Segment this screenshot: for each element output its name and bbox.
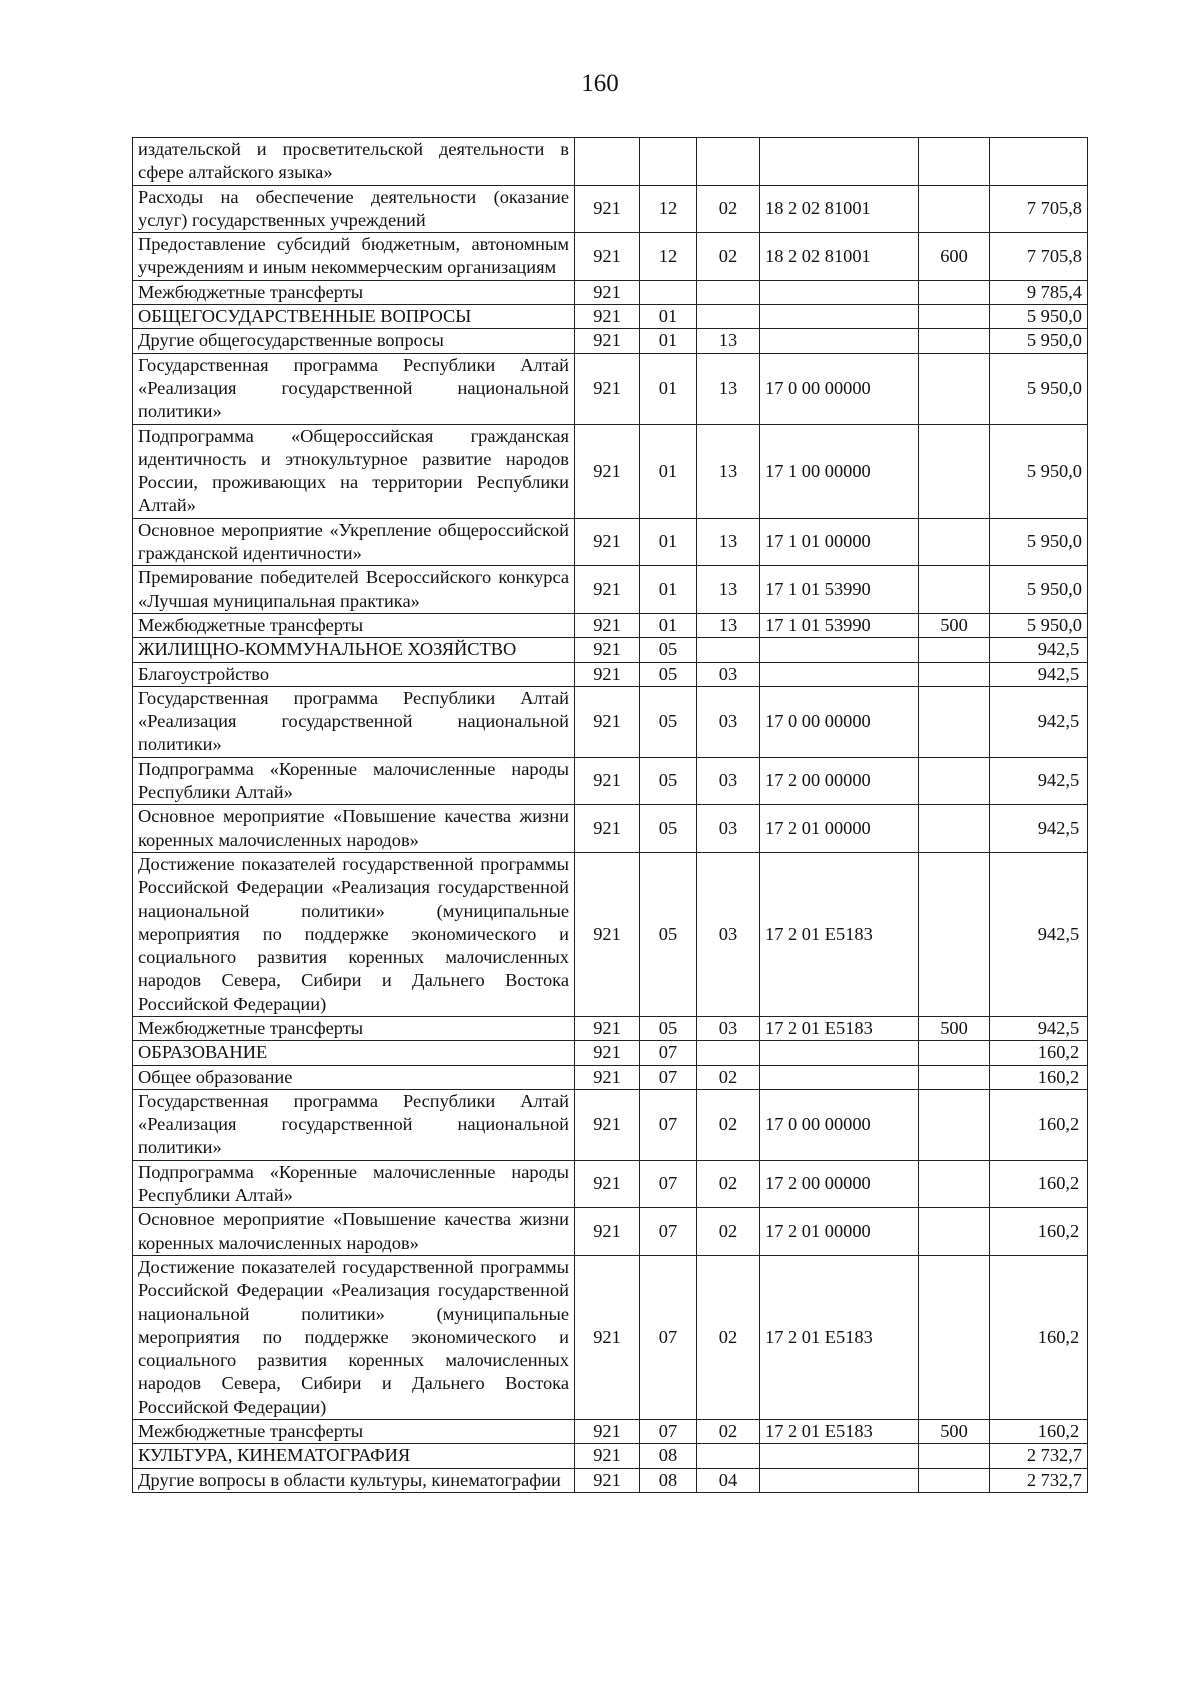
row-section-code: 07 [640, 1041, 697, 1065]
row-amount: 5 950,0 [990, 518, 1088, 566]
row-name: Расходы на обеспечение деятельности (оказание услуг) государственных учреждений [133, 185, 575, 233]
table-row [133, 305, 1088, 329]
row-gr-code: 921 [575, 566, 640, 614]
row-name: Премирование победителей Всероссийского конкурса «Лучшая муниципальная практика» [133, 566, 575, 614]
row-name: Основное мероприятие «Укрепление общероссийской гражданской идентичности» [133, 518, 575, 566]
row-section-code: 01 [640, 424, 697, 518]
row-target-article: 17 2 01 E5183 [760, 852, 919, 1016]
row-target-article: 17 1 01 53990 [760, 613, 919, 637]
row-amount: 9 785,4 [990, 280, 1088, 304]
row-section-code: 01 [640, 613, 697, 637]
row-gr-code: 921 [575, 353, 640, 424]
row-amount: 942,5 [990, 757, 1088, 805]
row-subsection-code: 02 [697, 1160, 760, 1208]
row-name: Государственная программа Республики Алтай «Реализация государственной национальной политики» [133, 353, 575, 424]
row-subsection-code [697, 138, 760, 186]
row-section-code: 01 [640, 329, 697, 353]
row-gr-code: 921 [575, 1089, 640, 1160]
table-row [133, 353, 1088, 424]
row-target-article: 17 1 01 00000 [760, 518, 919, 566]
row-amount: 160,2 [990, 1255, 1088, 1419]
row-section-code: 12 [640, 233, 697, 281]
row-target-article [760, 1041, 919, 1065]
row-gr-code: 921 [575, 1255, 640, 1419]
row-amount: 160,2 [990, 1065, 1088, 1089]
table-row [133, 613, 1088, 637]
budget-table [132, 137, 1088, 1493]
row-target-article [760, 638, 919, 662]
row-target-article [760, 329, 919, 353]
row-subsection-code: 02 [697, 233, 760, 281]
row-amount: 7 705,8 [990, 233, 1088, 281]
row-target-article: 18 2 02 81001 [760, 233, 919, 281]
row-target-article: 17 1 00 00000 [760, 424, 919, 518]
table-row [133, 1468, 1088, 1492]
row-subsection-code: 13 [697, 424, 760, 518]
row-amount: 942,5 [990, 805, 1088, 853]
row-subsection-code: 02 [697, 1089, 760, 1160]
row-target-article: 17 0 00 00000 [760, 686, 919, 757]
row-name: КУЛЬТУРА, КИНЕМАТОГРАФИЯ [133, 1444, 575, 1468]
row-gr-code: 921 [575, 1444, 640, 1468]
row-subsection-code: 13 [697, 518, 760, 566]
row-target-article: 17 0 00 00000 [760, 1089, 919, 1160]
row-subsection-code [697, 280, 760, 304]
table-row [133, 662, 1088, 686]
row-amount: 2 732,7 [990, 1468, 1088, 1492]
table-row [133, 1065, 1088, 1089]
table-row [133, 1444, 1088, 1468]
row-expense-type [919, 305, 990, 329]
row-target-article [760, 1065, 919, 1089]
row-subsection-code: 13 [697, 613, 760, 637]
row-amount: 160,2 [990, 1420, 1088, 1444]
row-section-code: 12 [640, 185, 697, 233]
row-expense-type [919, 852, 990, 1016]
row-section-code: 07 [640, 1420, 697, 1444]
row-gr-code: 921 [575, 1420, 640, 1444]
row-amount: 942,5 [990, 662, 1088, 686]
row-amount: 942,5 [990, 1016, 1088, 1040]
page-number: 160 [581, 70, 619, 97]
row-name: Межбюджетные трансферты [133, 1016, 575, 1040]
row-amount: 160,2 [990, 1208, 1088, 1256]
table-row [133, 518, 1088, 566]
row-amount: 942,5 [990, 852, 1088, 1016]
row-target-article [760, 1444, 919, 1468]
row-section-code: 05 [640, 686, 697, 757]
row-subsection-code: 03 [697, 757, 760, 805]
row-name: Другие вопросы в области культуры, кинематографии [133, 1468, 575, 1492]
table-row [133, 686, 1088, 757]
row-section-code: 05 [640, 757, 697, 805]
row-gr-code: 921 [575, 424, 640, 518]
row-section-code: 05 [640, 852, 697, 1016]
row-target-article: 18 2 02 81001 [760, 185, 919, 233]
row-section-code: 01 [640, 305, 697, 329]
row-name: Подпрограмма «Коренные малочисленные народы Республики Алтай» [133, 1160, 575, 1208]
row-target-article: 17 1 01 53990 [760, 566, 919, 614]
table-row [133, 280, 1088, 304]
table-row [133, 1420, 1088, 1444]
row-amount: 942,5 [990, 638, 1088, 662]
row-subsection-code: 02 [697, 185, 760, 233]
row-expense-type [919, 757, 990, 805]
row-gr-code: 921 [575, 852, 640, 1016]
row-subsection-code: 02 [697, 1208, 760, 1256]
row-gr-code: 921 [575, 613, 640, 637]
row-amount: 160,2 [990, 1089, 1088, 1160]
row-expense-type [919, 805, 990, 853]
row-name: Подпрограмма «Коренные малочисленные народы Республики Алтай» [133, 757, 575, 805]
row-expense-type [919, 329, 990, 353]
row-target-article: 17 2 00 00000 [760, 1160, 919, 1208]
row-expense-type: 500 [919, 1016, 990, 1040]
row-amount: 942,5 [990, 686, 1088, 757]
row-gr-code: 921 [575, 757, 640, 805]
row-section-code: 05 [640, 662, 697, 686]
row-name: Подпрограмма «Общероссийская гражданская идентичность и этнокультурное развитие народов России, проживающих на территории Республики Алтай» [133, 424, 575, 518]
row-section-code: 07 [640, 1089, 697, 1160]
row-gr-code [575, 138, 640, 186]
row-section-code: 05 [640, 805, 697, 853]
table-row [133, 329, 1088, 353]
row-section-code: 07 [640, 1065, 697, 1089]
row-section-code: 05 [640, 1016, 697, 1040]
row-gr-code: 921 [575, 1016, 640, 1040]
row-target-article: 17 2 00 00000 [760, 757, 919, 805]
table-body [133, 138, 1088, 1493]
row-section-code: 08 [640, 1468, 697, 1492]
row-subsection-code: 02 [697, 1420, 760, 1444]
row-subsection-code: 03 [697, 662, 760, 686]
row-expense-type [919, 138, 990, 186]
row-name: ОБЩЕГОСУДАРСТВЕННЫЕ ВОПРОСЫ [133, 305, 575, 329]
row-gr-code: 921 [575, 662, 640, 686]
row-expense-type [919, 1255, 990, 1419]
row-expense-type [919, 1468, 990, 1492]
row-gr-code: 921 [575, 1468, 640, 1492]
row-expense-type: 500 [919, 1420, 990, 1444]
row-gr-code: 921 [575, 305, 640, 329]
row-section-code [640, 280, 697, 304]
row-amount [990, 138, 1088, 186]
row-gr-code: 921 [575, 280, 640, 304]
row-expense-type [919, 280, 990, 304]
row-section-code: 07 [640, 1160, 697, 1208]
row-expense-type: 500 [919, 613, 990, 637]
row-subsection-code [697, 638, 760, 662]
table-row [133, 1089, 1088, 1160]
row-section-code: 01 [640, 566, 697, 614]
row-target-article: 17 2 01 00000 [760, 1208, 919, 1256]
row-amount: 160,2 [990, 1160, 1088, 1208]
row-subsection-code: 03 [697, 805, 760, 853]
table-row [133, 757, 1088, 805]
row-gr-code: 921 [575, 1065, 640, 1089]
row-target-article: 17 2 01 E5183 [760, 1255, 919, 1419]
table-row [133, 852, 1088, 1016]
row-section-code: 07 [640, 1208, 697, 1256]
row-section-code [640, 138, 697, 186]
row-amount: 5 950,0 [990, 353, 1088, 424]
row-subsection-code [697, 1041, 760, 1065]
row-target-article [760, 138, 919, 186]
row-name: Межбюджетные трансферты [133, 280, 575, 304]
row-name: издательской и просветительской деятельности в сфере алтайского языка» [133, 138, 575, 186]
table-row [133, 1041, 1088, 1065]
row-gr-code: 921 [575, 233, 640, 281]
row-target-article [760, 305, 919, 329]
row-name: ОБРАЗОВАНИЕ [133, 1041, 575, 1065]
row-subsection-code: 13 [697, 353, 760, 424]
row-expense-type [919, 662, 990, 686]
row-gr-code: 921 [575, 805, 640, 853]
row-gr-code: 921 [575, 638, 640, 662]
row-name: Государственная программа Республики Алтай «Реализация государственной национальной политики» [133, 1089, 575, 1160]
row-subsection-code: 03 [697, 1016, 760, 1040]
row-expense-type: 600 [919, 233, 990, 281]
row-name: Межбюджетные трансферты [133, 1420, 575, 1444]
row-amount: 7 705,8 [990, 185, 1088, 233]
row-subsection-code: 13 [697, 329, 760, 353]
row-target-article [760, 662, 919, 686]
row-section-code: 01 [640, 518, 697, 566]
row-amount: 5 950,0 [990, 329, 1088, 353]
row-subsection-code: 02 [697, 1255, 760, 1419]
row-name: Предоставление субсидий бюджетным, автономным учреждениям и иным некоммерческим организациям [133, 233, 575, 281]
row-gr-code: 921 [575, 1041, 640, 1065]
table-row [133, 566, 1088, 614]
table-row [133, 1016, 1088, 1040]
row-amount: 5 950,0 [990, 305, 1088, 329]
table-row [133, 233, 1088, 281]
table-row [133, 1255, 1088, 1419]
row-gr-code: 921 [575, 185, 640, 233]
row-name: Государственная программа Республики Алтай «Реализация государственной национальной политики» [133, 686, 575, 757]
row-name: Основное мероприятие «Повышение качества жизни коренных малочисленных народов» [133, 1208, 575, 1256]
row-expense-type [919, 686, 990, 757]
row-amount: 160,2 [990, 1041, 1088, 1065]
row-subsection-code: 03 [697, 852, 760, 1016]
row-gr-code: 921 [575, 329, 640, 353]
table-row [133, 185, 1088, 233]
row-subsection-code [697, 1444, 760, 1468]
table-row [133, 424, 1088, 518]
row-expense-type [919, 518, 990, 566]
row-expense-type [919, 566, 990, 614]
row-subsection-code: 04 [697, 1468, 760, 1492]
row-subsection-code: 03 [697, 686, 760, 757]
row-gr-code: 921 [575, 518, 640, 566]
row-expense-type [919, 1208, 990, 1256]
row-target-article [760, 1468, 919, 1492]
row-target-article: 17 2 01 E5183 [760, 1420, 919, 1444]
row-expense-type [919, 1041, 990, 1065]
row-name: Общее образование [133, 1065, 575, 1089]
row-amount: 2 732,7 [990, 1444, 1088, 1468]
table-row [133, 1208, 1088, 1256]
row-name: ЖИЛИЩНО-КОММУНАЛЬНОЕ ХОЗЯЙСТВО [133, 638, 575, 662]
row-expense-type [919, 1089, 990, 1160]
row-gr-code: 921 [575, 1208, 640, 1256]
row-expense-type [919, 638, 990, 662]
row-gr-code: 921 [575, 686, 640, 757]
table-row [133, 805, 1088, 853]
table-row [133, 138, 1088, 186]
row-section-code: 05 [640, 638, 697, 662]
row-amount: 5 950,0 [990, 566, 1088, 614]
row-name: Достижение показателей государственной программы Российской Федерации «Реализация государственной национальной политики» (муниципальные мероприятия по поддержке экономического и социального развития коренных малочисленных народов Севера, Сибири и Дальнего Востока Российской Федерации) [133, 1255, 575, 1419]
row-expense-type [919, 353, 990, 424]
row-expense-type [919, 424, 990, 518]
row-subsection-code: 02 [697, 1065, 760, 1089]
row-amount: 5 950,0 [990, 424, 1088, 518]
row-expense-type [919, 185, 990, 233]
row-expense-type [919, 1065, 990, 1089]
table-row [133, 638, 1088, 662]
row-section-code: 08 [640, 1444, 697, 1468]
row-section-code: 07 [640, 1255, 697, 1419]
row-amount: 5 950,0 [990, 613, 1088, 637]
row-name: Основное мероприятие «Повышение качества жизни коренных малочисленных народов» [133, 805, 575, 853]
row-expense-type [919, 1160, 990, 1208]
row-section-code: 01 [640, 353, 697, 424]
row-target-article [760, 280, 919, 304]
row-subsection-code: 13 [697, 566, 760, 614]
row-name: Благоустройство [133, 662, 575, 686]
row-expense-type [919, 1444, 990, 1468]
row-target-article: 17 2 01 E5183 [760, 1016, 919, 1040]
row-target-article: 17 2 01 00000 [760, 805, 919, 853]
row-target-article: 17 0 00 00000 [760, 353, 919, 424]
row-name: Другие общегосударственные вопросы [133, 329, 575, 353]
row-subsection-code [697, 305, 760, 329]
row-gr-code: 921 [575, 1160, 640, 1208]
row-name: Межбюджетные трансферты [133, 613, 575, 637]
row-name: Достижение показателей государственной программы Российской Федерации «Реализация государственной национальной политики» (муниципальные мероприятия по поддержке экономического и социального развития коренных малочисленных народов Севера, Сибири и Дальнего Востока Российской Федерации) [133, 852, 575, 1016]
table-row [133, 1160, 1088, 1208]
